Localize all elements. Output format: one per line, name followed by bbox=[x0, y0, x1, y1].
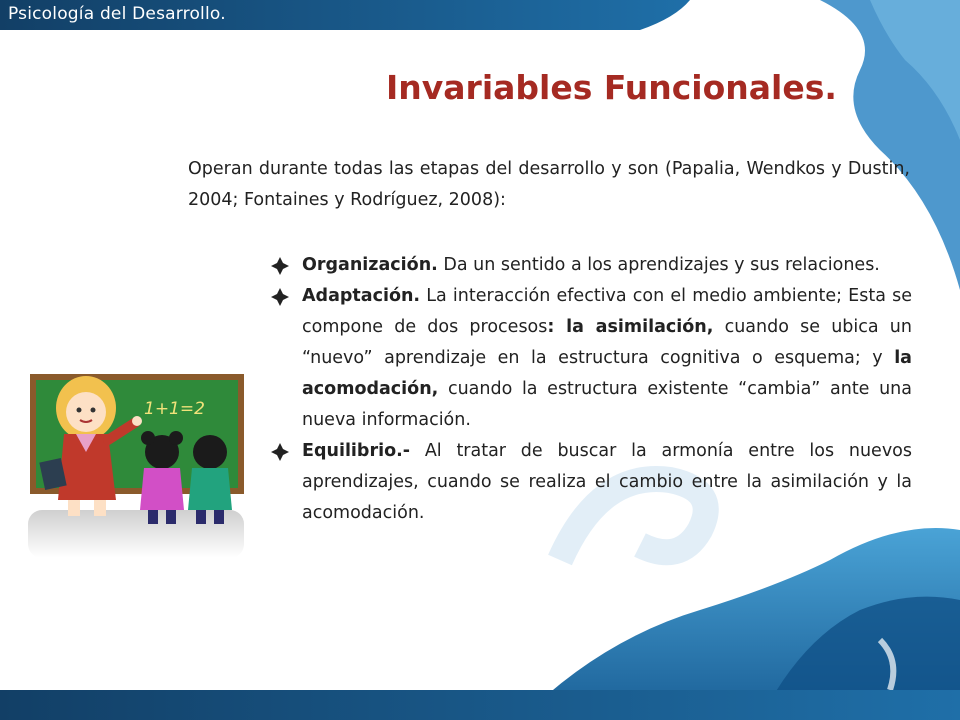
diamond-bullet-icon bbox=[270, 442, 290, 462]
teacher-children-illustration bbox=[24, 360, 248, 560]
term-organizacion: Organización. bbox=[302, 255, 438, 275]
course-title: Psicología del Desarrollo. bbox=[8, 4, 226, 24]
desc-equilibrio: Al tratar de buscar la armonía entre los nuevos aprendizajes, cuando se realiza el cambio entre la asimilación y la acomodación. bbox=[302, 441, 912, 523]
slide-title: Invariables Funcionales. bbox=[386, 68, 837, 107]
diamond-bullet-icon bbox=[270, 256, 290, 276]
board-text: 1+1=2 bbox=[144, 399, 205, 419]
desc-adaptacion-1: La interacción efectiva con el medio ambiente; Esta se compone de dos procesos bbox=[302, 286, 912, 337]
highlight-acomodacion: la acomodación, bbox=[302, 348, 912, 399]
highlight-asimilacion: : la asimilación, bbox=[547, 317, 714, 337]
list-item-adaptacion bbox=[270, 281, 912, 436]
desc-adaptacion-3: cuando la estructura existente “cambia” ante una nueva información. bbox=[302, 379, 912, 430]
list-item-equilibrio bbox=[270, 436, 912, 529]
list-item-organizacion bbox=[270, 250, 912, 281]
desc-adaptacion-2: cuando se ubica un “nuevo” aprendizaje en la estructura cognitiva o esquema; y bbox=[302, 317, 912, 368]
desc-organizacion: Da un sentido a los aprendizajes y sus relaciones. bbox=[437, 255, 880, 275]
intro-paragraph: Operan durante todas las etapas del desarrollo y son (Papalia, Wendkos y Dustin, 2004; Fontaines y Rodríguez, 2008): bbox=[188, 159, 910, 210]
term-equilibrio: Equilibrio.- bbox=[302, 441, 411, 461]
diamond-bullet-icon bbox=[270, 287, 290, 307]
term-adaptacion: Adaptación. bbox=[302, 286, 421, 306]
invariants-list bbox=[270, 250, 912, 529]
